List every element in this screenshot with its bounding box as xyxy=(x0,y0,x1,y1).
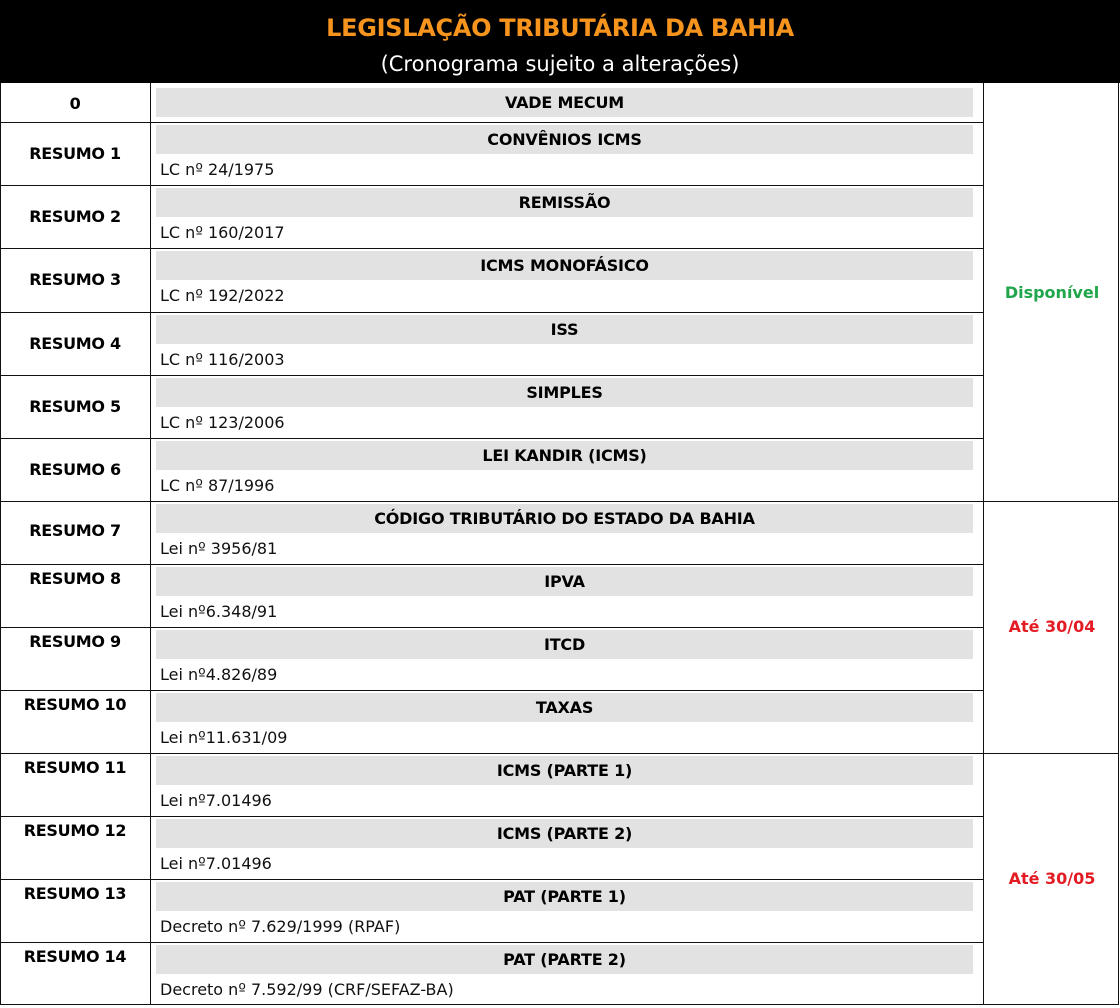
row-label: RESUMO 4 xyxy=(29,334,121,353)
law-reference: Lei nº 3956/81 xyxy=(160,539,278,558)
law-reference: Decreto nº 7.592/99 (CRF/SEFAZ-BA) xyxy=(160,980,454,999)
law-reference: LC nº 116/2003 xyxy=(160,350,285,369)
law-reference: Lei nº11.631/09 xyxy=(160,728,288,747)
law-reference: Decreto nº 7.629/1999 (RPAF) xyxy=(160,917,401,936)
law-reference: LC nº 160/2017 xyxy=(160,223,285,242)
law-reference: LC nº 192/2022 xyxy=(160,286,285,305)
topic-bar: REMISSÃO xyxy=(156,188,973,217)
law-reference: Lei nº7.01496 xyxy=(160,791,272,810)
row-divider xyxy=(0,375,984,376)
row-divider xyxy=(0,185,984,186)
page-subtitle: (Cronograma sujeito a alterações) xyxy=(380,52,740,76)
topic-bar: TAXAS xyxy=(156,693,973,722)
row-label: RESUMO 1 xyxy=(29,144,121,163)
row-label: RESUMO 3 xyxy=(29,270,121,289)
row-divider xyxy=(0,501,984,502)
topic-bar: SIMPLES xyxy=(156,378,973,407)
row-label: RESUMO 5 xyxy=(29,397,121,416)
row-label: RESUMO 7 xyxy=(29,521,121,540)
row-divider xyxy=(0,753,984,754)
topic-bar: LEI KANDIR (ICMS) xyxy=(156,441,973,470)
page-title: LEGISLAÇÃO TRIBUTÁRIA DA BAHIA xyxy=(326,14,794,42)
row-label: RESUMO 11 xyxy=(23,758,127,777)
row-divider xyxy=(0,122,984,123)
topic-bar: ITCD xyxy=(156,630,973,659)
row-divider xyxy=(0,942,984,943)
law-reference: Lei nº7.01496 xyxy=(160,854,272,873)
topic-bar: ISS xyxy=(156,315,973,344)
row-divider xyxy=(0,816,984,817)
row-label: 0 xyxy=(69,94,81,113)
topic-bar: ICMS (PARTE 2) xyxy=(156,819,973,848)
row-label: RESUMO 8 xyxy=(29,569,121,588)
row-label: RESUMO 6 xyxy=(29,460,121,479)
status-label: Até 30/04 xyxy=(1008,617,1096,636)
topic-bar: CONVÊNIOS ICMS xyxy=(156,125,973,154)
topic-bar: CÓDIGO TRIBUTÁRIO DO ESTADO DA BAHIA xyxy=(156,504,973,533)
topic-bar: ICMS MONOFÁSICO xyxy=(156,251,973,280)
table-border-right xyxy=(1118,83,1119,1004)
row-divider xyxy=(0,438,984,439)
status-divider xyxy=(983,1004,1119,1005)
row-divider xyxy=(0,627,984,628)
row-divider xyxy=(0,1004,984,1005)
law-reference: LC nº 123/2006 xyxy=(160,413,285,432)
law-reference: Lei nº4.826/89 xyxy=(160,665,278,684)
column-divider xyxy=(983,83,984,1004)
row-label: RESUMO 13 xyxy=(23,884,127,903)
topic-bar: PAT (PARTE 2) xyxy=(156,945,973,974)
topic-bar: PAT (PARTE 1) xyxy=(156,882,973,911)
row-label: RESUMO 2 xyxy=(29,207,121,226)
law-reference: LC nº 24/1975 xyxy=(160,160,275,179)
row-divider xyxy=(0,248,984,249)
row-divider xyxy=(0,690,984,691)
status-divider xyxy=(983,501,1119,502)
row-divider xyxy=(0,312,984,313)
topic-bar: VADE MECUM xyxy=(156,88,973,117)
status-label: Até 30/05 xyxy=(1008,868,1096,888)
row-divider xyxy=(0,564,984,565)
row-divider xyxy=(0,879,984,880)
topic-bar: ICMS (PARTE 1) xyxy=(156,756,973,785)
law-reference: Lei nº6.348/91 xyxy=(160,602,278,621)
law-reference: LC nº 87/1996 xyxy=(160,476,275,495)
row-label: RESUMO 10 xyxy=(23,695,127,714)
row-label: RESUMO 12 xyxy=(23,821,127,840)
table-header xyxy=(0,0,1120,83)
row-label: RESUMO 9 xyxy=(29,632,121,651)
row-label: RESUMO 14 xyxy=(23,947,127,966)
topic-bar: IPVA xyxy=(156,567,973,596)
status-divider xyxy=(983,753,1119,754)
column-divider xyxy=(150,83,151,1004)
status-label: Disponível xyxy=(1004,283,1100,302)
